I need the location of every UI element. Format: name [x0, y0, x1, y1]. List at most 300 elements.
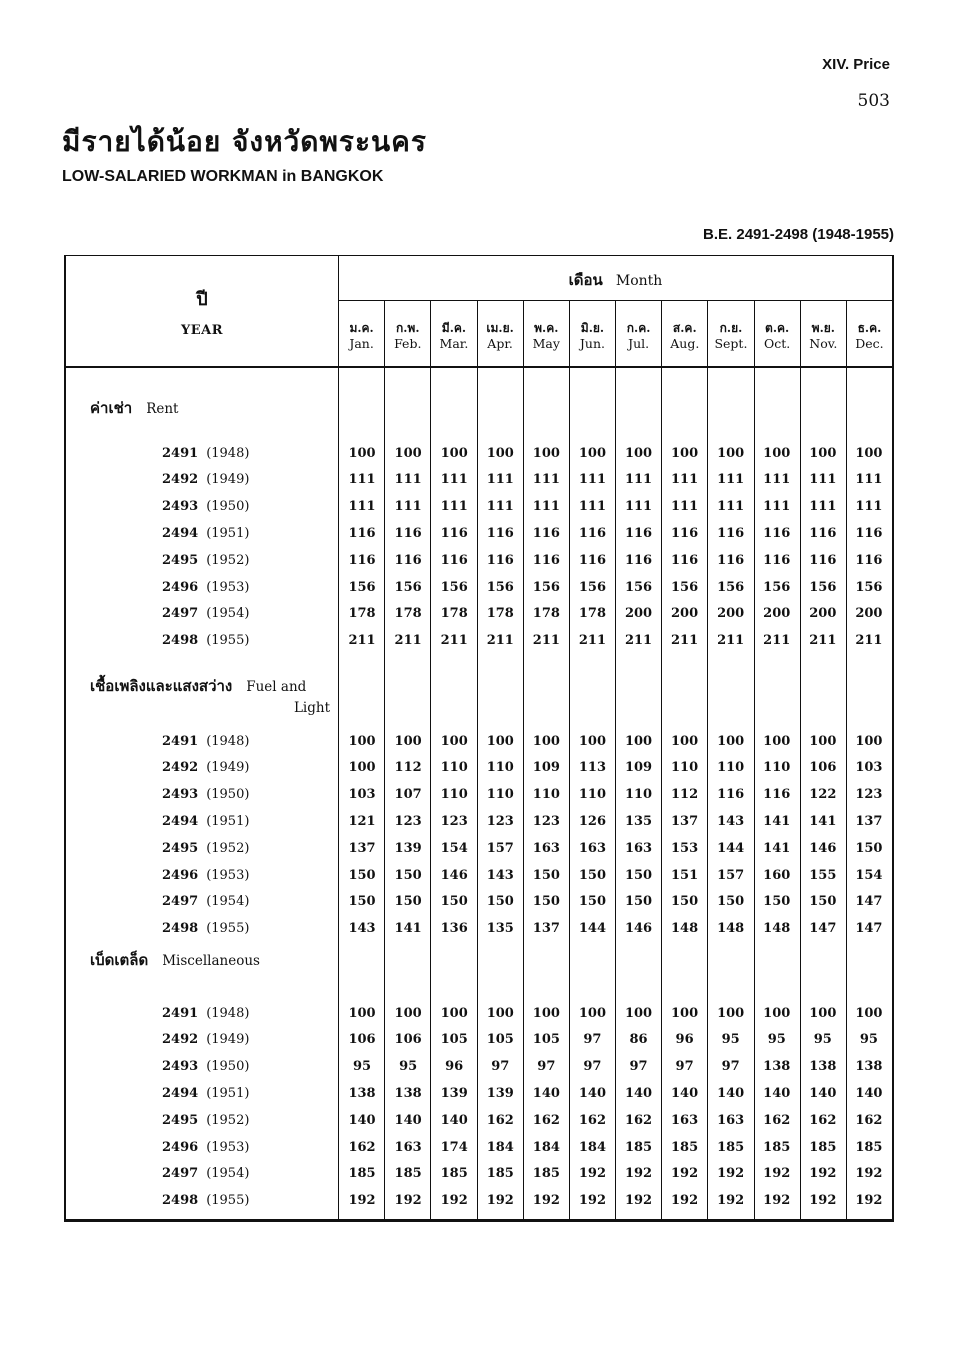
table-cell: 123 [486, 813, 514, 829]
row-year [66, 499, 339, 514]
table-cell: 106 [348, 1032, 376, 1048]
table-row [66, 1161, 892, 1187]
month-english: May [532, 336, 560, 352]
table-cell: 156 [486, 579, 514, 595]
title-block [62, 120, 427, 186]
table-cell: 116 [532, 525, 560, 541]
table-cell: 111 [855, 499, 883, 515]
table-row [66, 494, 892, 520]
row-year [66, 787, 339, 802]
table-cell: 95 [859, 1032, 878, 1048]
table-cell: 100 [624, 445, 653, 461]
table-cell: 162 [348, 1139, 376, 1155]
category-thai: ค่าเช่า [90, 399, 133, 417]
table-row [66, 574, 892, 600]
table-cell: 97 [537, 1059, 556, 1075]
month-column-header [847, 300, 892, 368]
table-cell: 211 [394, 633, 422, 649]
row-year [66, 814, 339, 829]
month-english: Jun. [579, 336, 605, 352]
table-cell: 100 [532, 445, 560, 461]
table-row [66, 440, 892, 466]
table-cell: 100 [486, 1005, 514, 1021]
table-row [66, 782, 892, 808]
table-cell: 111 [855, 472, 883, 488]
table-cell: 192 [440, 1193, 468, 1209]
page-number: 503 [857, 91, 890, 111]
table-cell: 211 [578, 633, 606, 649]
table-cell: 100 [532, 1005, 560, 1021]
table-cell: 185 [440, 1166, 468, 1182]
table-cell: 192 [394, 1193, 422, 1209]
table-cell: 100 [348, 760, 376, 776]
table-cell: 211 [855, 633, 883, 649]
table-row [66, 862, 892, 888]
table-cell: 211 [624, 633, 653, 649]
table-cell: 141 [763, 840, 791, 856]
table-cell: 200 [855, 606, 883, 622]
table-cell: 100 [717, 445, 745, 461]
table-cell: 111 [440, 472, 468, 488]
table-cell: 150 [578, 867, 606, 883]
table-cell: 156 [671, 579, 699, 595]
table-cell: 100 [578, 1005, 606, 1021]
month-thai: มี.ค. [441, 321, 467, 335]
year-be: 2494 [162, 525, 199, 541]
title-thai: มีรายได้น้อย จังหวัดพระนคร [62, 125, 427, 158]
year-be: 2496 [162, 579, 199, 595]
table-cell: 110 [717, 760, 745, 776]
table-cell: 154 [440, 840, 468, 856]
year-be: 2497 [162, 606, 199, 622]
table-cell: 111 [809, 472, 837, 488]
table-cell: 156 [348, 579, 376, 595]
table-cell: 162 [532, 1112, 560, 1128]
table-cell: 140 [717, 1085, 745, 1101]
table-cell: 185 [394, 1166, 422, 1182]
year-ad: (1955) [206, 921, 250, 937]
table-cell: 95 [767, 1032, 786, 1048]
table-cell: 137 [532, 921, 560, 937]
table-cell: 146 [440, 867, 468, 883]
table-cell: 140 [440, 1112, 468, 1128]
table-cell: 184 [578, 1139, 606, 1155]
row-year [66, 633, 339, 648]
table-cell: 140 [348, 1112, 376, 1128]
month-column-header [339, 300, 385, 368]
table-cell: 150 [394, 867, 422, 883]
table-cell: 162 [855, 1112, 883, 1128]
table-cell: 100 [809, 1005, 837, 1021]
year-be: 2494 [162, 813, 199, 829]
table-row [66, 808, 892, 834]
table-cell: 116 [671, 525, 699, 541]
table-cell: 192 [624, 1166, 653, 1182]
table-cell: 185 [717, 1139, 745, 1155]
table-cell: 138 [394, 1085, 422, 1101]
month-column-header [478, 300, 524, 368]
table-cell: 111 [486, 499, 514, 515]
table-cell: 211 [532, 633, 560, 649]
table-cell: 116 [717, 552, 745, 568]
table-cell: 185 [348, 1166, 376, 1182]
section-label: XIV. Price [822, 56, 890, 73]
table-cell: 192 [671, 1166, 699, 1182]
year-header-thai: ปี [196, 289, 208, 310]
table-cell: 100 [717, 1005, 745, 1021]
table-cell: 100 [763, 1005, 791, 1021]
year-ad: (1953) [206, 867, 250, 883]
month-thai: ก.ค. [626, 321, 651, 335]
year-be: 2498 [162, 633, 199, 649]
row-year [66, 760, 339, 775]
month-english: Dec. [855, 336, 884, 352]
table-cell: 110 [440, 760, 468, 776]
month-thai: ส.ค. [672, 321, 697, 335]
year-ad: (1953) [206, 1139, 250, 1155]
table-cell: 185 [624, 1139, 653, 1155]
table-row [66, 520, 892, 546]
year-header-english: YEAR [180, 323, 224, 338]
table-cell: 97 [675, 1059, 694, 1075]
table-cell: 112 [394, 760, 422, 776]
table-cell: 163 [578, 840, 606, 856]
table-cell: 135 [624, 813, 653, 829]
table-cell: 178 [578, 606, 606, 622]
table-cell: 111 [717, 499, 745, 515]
row-year [66, 526, 339, 541]
table-row [66, 1054, 892, 1080]
category-english: Fuel and [246, 679, 307, 695]
year-be: 2495 [162, 552, 199, 568]
row-year [66, 472, 339, 487]
table-cell: 143 [348, 921, 376, 937]
table-cell: 100 [440, 733, 468, 749]
table-cell: 105 [532, 1032, 560, 1048]
table-cell: 116 [440, 525, 468, 541]
year-be: 2492 [162, 760, 199, 776]
year-be: 2498 [162, 921, 199, 937]
month-column-header [708, 300, 754, 368]
year-ad: (1955) [206, 633, 250, 649]
table-cell: 110 [440, 787, 468, 803]
month-column-header [431, 300, 477, 368]
month-column-header [662, 300, 708, 368]
table-cell: 185 [855, 1139, 883, 1155]
table-cell: 192 [717, 1193, 745, 1209]
table-cell: 116 [348, 552, 376, 568]
table-cell: 192 [717, 1166, 745, 1182]
table-cell: 100 [855, 733, 883, 749]
table-cell: 160 [763, 867, 791, 883]
table-cell: 211 [440, 633, 468, 649]
year-ad: (1952) [206, 840, 250, 856]
table-cell: 143 [486, 867, 514, 883]
table-cell: 156 [763, 579, 791, 595]
table-cell: 100 [440, 445, 468, 461]
table-row [66, 916, 892, 942]
table-cell: 121 [348, 813, 376, 829]
table-cell: 192 [855, 1193, 883, 1209]
year-ad: (1950) [206, 787, 250, 803]
row-year [66, 921, 339, 936]
table-cell: 116 [717, 525, 745, 541]
table-cell: 150 [532, 894, 560, 910]
table-cell: 139 [440, 1085, 468, 1101]
table-cell: 163 [394, 1139, 422, 1155]
table-cell: 95 [813, 1032, 832, 1048]
year-ad: (1951) [206, 1085, 250, 1101]
table-cell: 100 [671, 733, 699, 749]
table-row [66, 889, 892, 915]
table-cell: 192 [348, 1193, 376, 1209]
table-cell: 192 [763, 1193, 791, 1209]
table-cell: 116 [763, 525, 791, 541]
table-cell: 146 [809, 840, 837, 856]
month-column-header [524, 300, 570, 368]
table-cell: 116 [855, 525, 883, 541]
category-label [90, 396, 178, 420]
category-label [90, 948, 260, 972]
table-row [66, 1080, 892, 1106]
table-cell: 116 [532, 552, 560, 568]
month-english: Jul. [628, 336, 650, 352]
year-ad: (1954) [206, 606, 250, 622]
table-cell: 103 [348, 787, 376, 803]
table-cell: 150 [440, 894, 468, 910]
table-cell: 116 [348, 525, 376, 541]
table-cell: 103 [855, 760, 883, 776]
month-header-thai: เดือน [568, 271, 603, 289]
table-cell: 140 [855, 1085, 883, 1101]
table-cell: 111 [532, 472, 560, 488]
table-cell: 156 [809, 579, 837, 595]
table-cell: 116 [763, 552, 791, 568]
table-cell: 137 [671, 813, 699, 829]
year-be: 2492 [162, 472, 199, 488]
table-cell: 95 [352, 1059, 372, 1075]
table-cell: 192 [532, 1193, 560, 1209]
table-cell: 185 [486, 1166, 514, 1182]
table-cell: 140 [671, 1085, 699, 1101]
month-english: Feb. [394, 336, 422, 352]
year-be: 2495 [162, 1112, 199, 1128]
row-year [66, 1113, 339, 1128]
month-english: Nov. [809, 336, 838, 352]
table-cell: 150 [717, 894, 745, 910]
table-cell: 162 [763, 1112, 791, 1128]
table-cell: 141 [809, 813, 837, 829]
table-cell: 211 [486, 633, 514, 649]
year-be: 2498 [162, 1193, 199, 1209]
year-ad: (1949) [206, 1032, 250, 1048]
year-be: 2496 [162, 867, 199, 883]
table-cell: 86 [629, 1032, 648, 1048]
table-cell: 111 [809, 499, 837, 515]
table-cell: 140 [624, 1085, 653, 1101]
date-range: B.E. 2491-2498 (1948-1955) [703, 226, 894, 243]
table-cell: 111 [717, 472, 745, 488]
table-cell: 192 [578, 1193, 606, 1209]
year-ad: (1951) [206, 813, 250, 829]
month-english: Apr. [487, 336, 513, 352]
table-cell: 111 [348, 499, 376, 515]
month-column-header [616, 300, 662, 368]
month-english: Sept. [714, 336, 748, 352]
month-thai: ก.ย. [719, 321, 743, 335]
row-year [66, 1006, 339, 1021]
table-cell: 105 [486, 1032, 514, 1048]
category-label [90, 674, 330, 716]
year-ad: (1948) [206, 733, 250, 749]
table-cell: 111 [763, 499, 791, 515]
table-cell: 150 [855, 840, 883, 856]
table-row [66, 1027, 892, 1053]
table-cell: 110 [671, 760, 699, 776]
table-cell: 116 [809, 552, 837, 568]
table-cell: 200 [671, 606, 699, 622]
table-cell: 136 [440, 921, 468, 937]
table-cell: 100 [809, 445, 837, 461]
price-index-table [64, 255, 894, 1222]
category-thai: เชื้อเพลิงและแสงสว่าง [90, 677, 233, 695]
table-cell: 140 [532, 1085, 560, 1101]
table-cell: 140 [763, 1085, 791, 1101]
table-cell: 148 [671, 921, 699, 937]
year-be: 2491 [162, 1005, 199, 1021]
table-cell: 211 [717, 633, 745, 649]
row-year [66, 894, 339, 909]
table-cell: 116 [763, 787, 791, 803]
table-cell: 200 [624, 606, 653, 622]
table-cell: 144 [717, 840, 745, 856]
year-ad: (1951) [206, 525, 250, 541]
table-cell: 100 [348, 1005, 376, 1021]
table-cell: 100 [394, 733, 422, 749]
table-cell: 100 [855, 445, 883, 461]
table-cell: 150 [348, 894, 376, 910]
row-year [66, 1193, 339, 1208]
table-cell: 111 [624, 499, 653, 515]
month-thai: ม.ค. [349, 321, 374, 335]
table-cell: 123 [394, 813, 422, 829]
table-cell: 110 [532, 787, 560, 803]
year-be: 2492 [162, 1032, 199, 1048]
table-cell: 156 [578, 579, 606, 595]
table-cell: 116 [671, 552, 699, 568]
month-thai: พ.ย. [811, 321, 835, 335]
month-english: Oct. [764, 336, 791, 352]
category-english: Rent [146, 401, 179, 417]
year-ad: (1955) [206, 1193, 250, 1209]
table-row [66, 835, 892, 861]
table-cell: 139 [394, 840, 422, 856]
table-cell: 111 [671, 472, 699, 488]
table-cell: 100 [624, 733, 653, 749]
table-cell: 162 [486, 1112, 514, 1128]
table-cell: 163 [717, 1112, 745, 1128]
year-ad: (1954) [206, 894, 250, 910]
month-english: Aug. [670, 336, 700, 352]
table-cell: 100 [855, 1005, 883, 1021]
year-be: 2496 [162, 1139, 199, 1155]
category-thai: เบ็ดเตล็ด [90, 951, 149, 969]
table-cell: 162 [624, 1112, 653, 1128]
table-cell: 116 [578, 552, 606, 568]
table-row [66, 467, 892, 493]
year-be: 2491 [162, 733, 199, 749]
row-year [66, 868, 339, 883]
table-cell: 147 [855, 894, 883, 910]
table-cell: 211 [763, 633, 791, 649]
table-cell: 150 [486, 894, 514, 910]
table-cell: 110 [624, 787, 653, 803]
month-column-header [570, 300, 616, 368]
table-cell: 178 [440, 606, 468, 622]
month-header-english: Month [615, 273, 663, 289]
table-cell: 146 [624, 921, 653, 937]
table-cell: 123 [440, 813, 468, 829]
month-thai: มิ.ย. [580, 321, 605, 335]
table-cell: 111 [394, 472, 422, 488]
table-cell: 178 [348, 606, 376, 622]
table-cell: 116 [440, 552, 468, 568]
table-cell: 111 [394, 499, 422, 515]
table-cell: 140 [394, 1112, 422, 1128]
table-cell: 157 [486, 840, 514, 856]
table-cell: 141 [763, 813, 791, 829]
table-cell: 116 [809, 525, 837, 541]
table-cell: 100 [671, 445, 699, 461]
table-cell: 111 [486, 472, 514, 488]
table-cell: 113 [578, 760, 606, 776]
table-cell: 178 [394, 606, 422, 622]
table-cell: 211 [348, 633, 376, 649]
table-cell: 100 [578, 733, 606, 749]
table-cell: 144 [578, 921, 606, 937]
table-cell: 116 [394, 552, 422, 568]
year-ad: (1948) [206, 1005, 250, 1021]
table-cell: 156 [717, 579, 745, 595]
table-row [66, 547, 892, 573]
table-cell: 156 [624, 579, 653, 595]
table-cell: 100 [394, 445, 422, 461]
table-cell: 111 [578, 472, 606, 488]
table-cell: 100 [486, 445, 514, 461]
table-cell: 110 [578, 787, 606, 803]
table-cell: 100 [348, 445, 376, 461]
year-ad: (1949) [206, 760, 250, 776]
table-cell: 100 [486, 733, 514, 749]
year-ad: (1953) [206, 579, 250, 595]
category-english: Miscellaneous [162, 953, 260, 969]
table-row [66, 1107, 892, 1133]
year-ad: (1948) [206, 445, 250, 461]
table-cell: 111 [440, 499, 468, 515]
table-cell: 95 [721, 1032, 740, 1048]
table-cell: 148 [717, 921, 745, 937]
month-english: Mar. [439, 336, 469, 352]
table-cell: 111 [624, 472, 653, 488]
table-cell: 135 [486, 921, 514, 937]
table-cell: 156 [440, 579, 468, 595]
table-cell: 184 [532, 1139, 560, 1155]
table-cell: 185 [763, 1139, 791, 1155]
table-cell: 111 [671, 499, 699, 515]
table-cell: 111 [348, 472, 376, 488]
table-cell: 116 [717, 787, 745, 803]
table-cell: 97 [721, 1059, 740, 1075]
